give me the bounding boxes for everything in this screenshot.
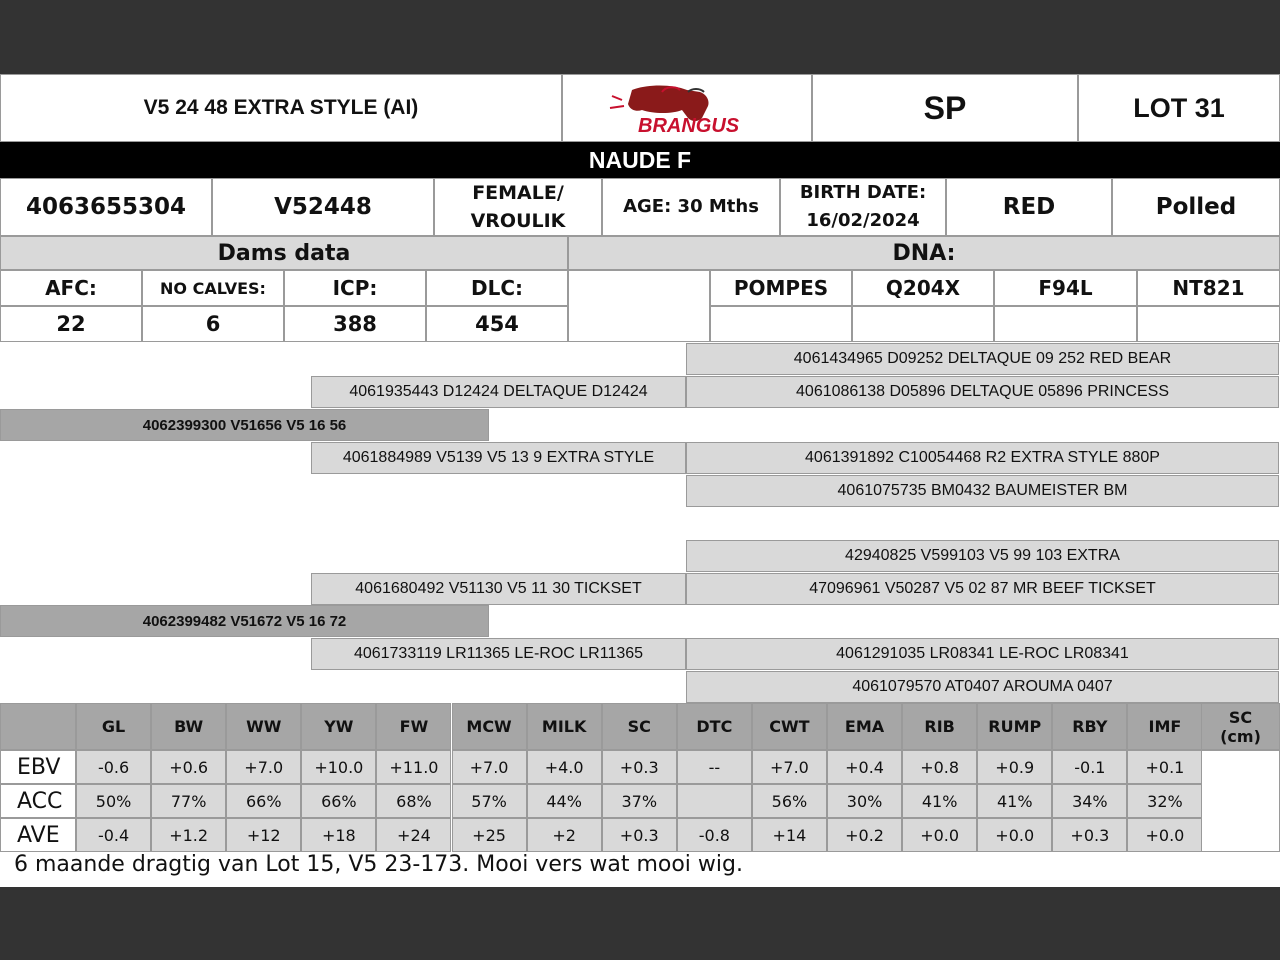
ebv-cell: 32% (1127, 784, 1202, 818)
ebv-cell: +0.6 (151, 750, 226, 784)
colour: RED (946, 178, 1112, 236)
dna-value-f94l (994, 306, 1137, 342)
pedigree-sire-sire-dam: 4061086138 D05896 DELTAQUE 05896 PRINCESS (686, 376, 1279, 408)
dna-blank (568, 270, 710, 342)
ebv-col-header: RUMP (977, 703, 1052, 750)
ebv-cell: 41% (902, 784, 977, 818)
ebv-sc-cm-blank (1201, 750, 1280, 852)
ebv-cell: +0.3 (602, 750, 677, 784)
animal-title: V5 24 48 EXTRA STYLE (AI) (0, 74, 562, 142)
ebv-cell: -- (677, 750, 752, 784)
ebv-cell: 37% (602, 784, 677, 818)
ebv-cell: +25 (452, 818, 527, 852)
ebv-cell: +0.0 (902, 818, 977, 852)
ebv-cell: +14 (752, 818, 827, 852)
animal-card (0, 74, 1280, 887)
pedigree-dam-sire: 4061680492 V51130 V5 11 30 TICKSET (311, 573, 686, 605)
pedigree-dam: 4062399482 V51672 V5 16 72 (0, 605, 489, 637)
dam-value-dlc: 454 (426, 306, 568, 342)
ebv-col-header: FW (376, 703, 451, 750)
birth-label: BIRTH DATE: (799, 182, 927, 203)
dna-value-q204x (852, 306, 994, 342)
ebv-cell: +0.2 (827, 818, 902, 852)
ebv-col-header: WW (226, 703, 301, 750)
ebv-col-header: DTC (677, 703, 752, 750)
pedigree-sire-dam: 4061884989 V5139 V5 13 9 EXTRA STYLE (311, 442, 686, 474)
pedigree-sire-dam-dam: 4061075735 BM0432 BAUMEISTER BM (686, 475, 1279, 507)
ebv-cell: -0.1 (1052, 750, 1127, 784)
ebv-col-header: RBY (1052, 703, 1127, 750)
ebv-cell: +0.8 (902, 750, 977, 784)
ebv-col-header: SC (602, 703, 677, 750)
dna-header-nt821: NT821 (1137, 270, 1280, 306)
ebv-cell: +0.0 (977, 818, 1052, 852)
ebv-cell: 50% (76, 784, 151, 818)
sex-line1: FEMALE/ (472, 182, 564, 204)
pedigree-sire: 4062399300 V51656 V5 16 56 (0, 409, 489, 441)
ebv-cell: +12 (226, 818, 301, 852)
logo-text: BRANGUS (638, 115, 740, 136)
dna-header-q204x: Q204X (852, 270, 994, 306)
ebv-cell: -0.4 (76, 818, 151, 852)
comment: 6 maande dragtig van Lot 15, V5 23-173. Mooi vers wat mooi wig. (14, 852, 743, 877)
dam-header-afc: AFC: (0, 270, 142, 306)
ebv-row-label: AVE (0, 818, 76, 852)
ebv-cell: +11.0 (376, 750, 451, 784)
ebv-cell: +0.9 (977, 750, 1052, 784)
dna-header-pompes: POMPES (710, 270, 852, 306)
sex-line2: VROULIK (470, 210, 566, 232)
ebv-corner (0, 703, 76, 750)
dna-header-f94l: F94L (994, 270, 1137, 306)
sc-cm-line1: SC (1228, 707, 1253, 727)
ebv-col-header: BW (151, 703, 226, 750)
registration-number: 4063655304 (0, 178, 212, 236)
dam-value-no-calves: 6 (142, 306, 284, 342)
ear-tag: V52448 (212, 178, 434, 236)
breeder-code: SP (812, 74, 1078, 142)
ebv-cell (677, 784, 752, 818)
ebv-cell: 77% (151, 784, 226, 818)
ebv-cell: +0.1 (1127, 750, 1202, 784)
breeder-name: NAUDE F (0, 142, 1280, 178)
ebv-cell: -0.6 (76, 750, 151, 784)
dna-value-pompes (710, 306, 852, 342)
ebv-cell: +18 (301, 818, 376, 852)
dams-title: Dams data (0, 236, 568, 270)
ebv-cell: +0.0 (1127, 818, 1202, 852)
ebv-cell: 66% (301, 784, 376, 818)
ebv-col-header-sc-cm (1201, 703, 1280, 750)
pedigree-sire-dam-sire: 4061391892 C10054468 R2 EXTRA STYLE 880P (686, 442, 1279, 474)
ebv-cell: +0.3 (1052, 818, 1127, 852)
ebv-col-header: MILK (527, 703, 602, 750)
pedigree-dam-dam-sire: 4061291035 LR08341 LE-ROC LR08341 (686, 638, 1279, 670)
horn-status: Polled (1112, 178, 1280, 236)
brangus-logo (562, 74, 812, 142)
ebv-cell: +0.4 (827, 750, 902, 784)
dam-value-icp: 388 (284, 306, 426, 342)
bull-logo-icon (602, 80, 772, 136)
pedigree-dam-sire-dam: 47096961 V50287 V5 02 87 MR BEEF TICKSET (686, 573, 1279, 605)
pedigree-dam-dam-dam: 4061079570 AT0407 AROUMA 0407 (686, 671, 1279, 703)
ebv-cell: +7.0 (752, 750, 827, 784)
ebv-cell: +1.2 (151, 818, 226, 852)
ebv-cell: 57% (452, 784, 527, 818)
pedigree-sire-sire-sire: 4061434965 D09252 DELTAQUE 09 252 RED BEAR (686, 343, 1279, 375)
birth-date (780, 178, 946, 236)
lot-number: LOT 31 (1078, 74, 1280, 142)
ebv-cell: 30% (827, 784, 902, 818)
ebv-col-header: GL (76, 703, 151, 750)
ebv-col-header: MCW (452, 703, 527, 750)
dna-value-nt821 (1137, 306, 1280, 342)
ebv-cell: +7.0 (226, 750, 301, 784)
dna-title: DNA: (568, 236, 1280, 270)
pedigree-sire-sire: 4061935443 D12424 DELTAQUE D12424 (311, 376, 686, 408)
dam-header-no-calves: NO CALVES: (142, 270, 284, 306)
age: AGE: 30 Mths (602, 178, 780, 236)
birth-date-value: 16/02/2024 (806, 210, 920, 231)
ebv-cell: +24 (376, 818, 451, 852)
ebv-row-label: EBV (0, 750, 76, 784)
ebv-cell: -0.8 (677, 818, 752, 852)
sex (434, 178, 602, 236)
ebv-cell: 41% (977, 784, 1052, 818)
ebv-table (0, 703, 1280, 851)
ebv-cell: 44% (527, 784, 602, 818)
ebv-cell: +10.0 (301, 750, 376, 784)
ebv-col-header: YW (301, 703, 376, 750)
ebv-cell: +7.0 (452, 750, 527, 784)
ebv-cell: +4.0 (527, 750, 602, 784)
ebv-cell: 66% (226, 784, 301, 818)
ebv-col-header: IMF (1127, 703, 1202, 750)
pedigree-dam-dam: 4061733119 LR11365 LE-ROC LR11365 (311, 638, 686, 670)
ebv-col-header: RIB (902, 703, 977, 750)
dam-header-icp: ICP: (284, 270, 426, 306)
ebv-cell: +2 (527, 818, 602, 852)
dam-value-afc: 22 (0, 306, 142, 342)
ebv-cell: +0.3 (602, 818, 677, 852)
ebv-cell: 68% (376, 784, 451, 818)
sc-cm-line2: (cm) (1220, 726, 1261, 746)
pedigree-dam-sire-sire: 42940825 V599103 V5 99 103 EXTRA (686, 540, 1279, 572)
ebv-cell: 56% (752, 784, 827, 818)
dam-header-dlc: DLC: (426, 270, 568, 306)
ebv-row-label: ACC (0, 784, 76, 818)
ebv-col-header: CWT (752, 703, 827, 750)
ebv-cell: 34% (1052, 784, 1127, 818)
ebv-col-header: EMA (827, 703, 902, 750)
